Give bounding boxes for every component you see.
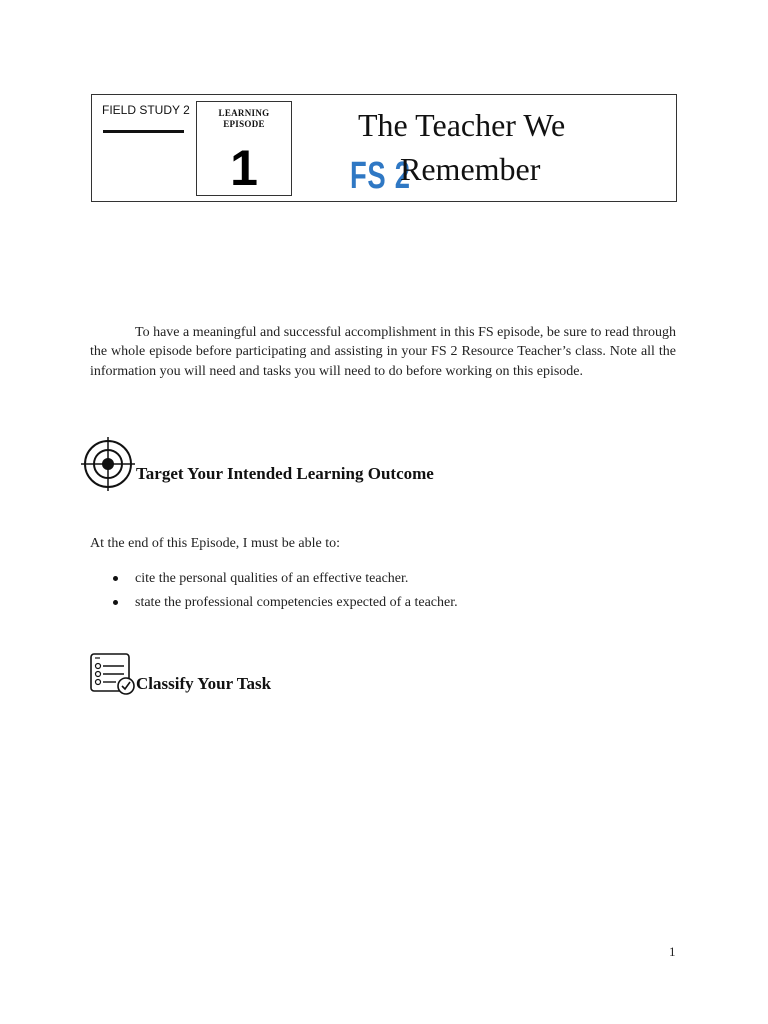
bullet-icon: [113, 576, 118, 581]
episode-header: [91, 94, 677, 202]
target-icon: [81, 437, 135, 491]
list-item-text: cite the personal qualities of an effective teacher.: [135, 571, 409, 586]
intro-paragraph: To have a meaningful and successful accomplishment in this FS episode, be sure to read through the whole episode before participating and assisting in your FS 2 Resource Teacher’s class. Note all the information you will need and tasks you will need to do before working on this episode.: [90, 325, 677, 379]
episode-title-line1: The Teacher We: [358, 107, 566, 143]
field-study-underline: [103, 130, 184, 133]
list-item: [113, 570, 458, 594]
page-number: 1: [669, 944, 676, 959]
list-item-text: state the professional competencies expected of a teacher.: [135, 595, 458, 610]
list-item: [113, 594, 458, 618]
episode-number: 1: [230, 140, 258, 196]
episode-box: [196, 101, 292, 196]
episode-label: [197, 108, 291, 130]
bullet-icon: [113, 600, 118, 605]
target-heading: Target Your Intended Learning Outcome: [136, 464, 434, 483]
fs2-logo: FS 2: [350, 155, 411, 197]
episode-label-line1: LEARNING: [218, 108, 270, 118]
outcome-list: [113, 570, 458, 618]
episode-title-line2: Remember: [400, 151, 541, 187]
outcome-lead: At the end of this Episode, I must be able to:: [90, 536, 341, 551]
checklist-icon: [90, 653, 136, 695]
field-study-label: FIELD STUDY 2: [102, 103, 190, 117]
episode-label-line2: EPISODE: [223, 119, 265, 129]
classify-heading: Classify Your Task: [136, 674, 272, 693]
